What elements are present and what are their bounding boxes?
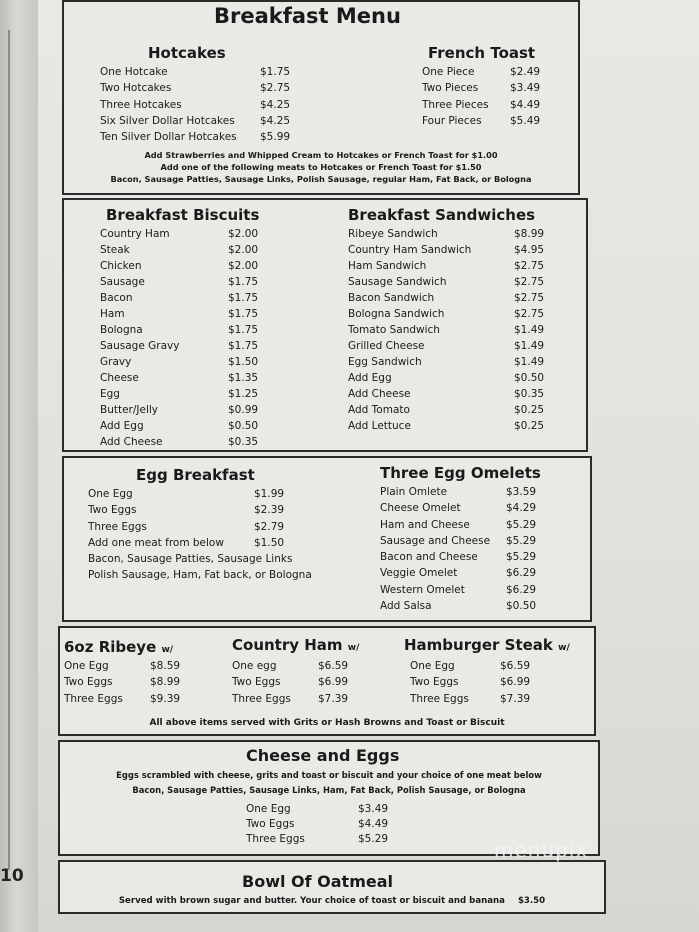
menu-item-name: Tomato Sandwich [348, 324, 440, 336]
menu-item-name: Three Eggs [232, 692, 291, 705]
menu-item-price: $1.75 [228, 276, 259, 288]
menu-item-price: $0.35 [228, 436, 259, 448]
menu-item-price: $5.49 [510, 114, 541, 127]
menu-item-row [100, 290, 270, 306]
ribeye-title: 6oz Ribeye [64, 638, 157, 656]
menu-item-price: $4.95 [514, 244, 545, 256]
menu-item-row [410, 674, 534, 690]
menu-item-price: $1.49 [514, 340, 545, 352]
menu-item-row [246, 817, 396, 832]
sandwiches-heading: Breakfast Sandwiches [348, 206, 536, 224]
menu-item-price: $2.75 [514, 292, 545, 304]
menu-item-price: $2.75 [514, 308, 545, 320]
menu-item-price: $1.49 [514, 324, 545, 336]
biscuits-heading: Breakfast Biscuits [106, 206, 260, 224]
menu-item-row [348, 386, 548, 402]
menu-item-price: $4.25 [260, 98, 291, 111]
egg-meats [88, 551, 312, 584]
menu-item-name: Steak [100, 244, 130, 256]
menu-item-price: $5.29 [506, 534, 537, 547]
menu-item-row [100, 274, 270, 290]
hotcakes-french-toast-box [62, 0, 580, 195]
ribeye-list [64, 658, 184, 707]
menu-item-name: Bologna Sandwich [348, 308, 445, 320]
menu-item-price: $0.99 [228, 404, 259, 416]
menu-item-name: Three Eggs [64, 692, 123, 705]
menu-item-price: $3.59 [506, 486, 537, 498]
menu-item-row [232, 691, 352, 707]
menu-item-row [64, 658, 184, 674]
menu-item-row [100, 434, 270, 450]
menu-item-row [88, 502, 308, 518]
oatmeal-heading: Bowl Of Oatmeal [242, 872, 394, 891]
menu-item-name: Add Salsa [380, 600, 432, 613]
menu-item-row [348, 226, 548, 242]
menu-item-name: Country Ham Sandwich [348, 244, 472, 256]
cheese-eggs-heading: Cheese and Eggs [246, 746, 400, 765]
menu-item-row [380, 565, 560, 581]
menu-item-row [422, 64, 552, 80]
menu-item-name: Bologna [100, 324, 143, 336]
menu-item-name: Gravy [100, 356, 132, 368]
menu-item-price: $0.50 [228, 420, 259, 432]
menu-item-price: $3.49 [510, 82, 541, 95]
menu-item-name: Two Eggs [232, 676, 281, 689]
menu-item-price: $2.00 [228, 228, 259, 240]
menu-item-name: Butter/Jelly [100, 404, 159, 416]
country-ham-heading [232, 636, 359, 654]
plates-note: All above items served with Grits or Hash Browns and Toast or Biscuit [149, 718, 505, 728]
menu-item-name: Chicken [100, 260, 142, 272]
menu-item-price: $1.75 [260, 66, 291, 78]
menu-item-row [100, 370, 270, 386]
egg-meats-line2: Polish Sausage, Ham, Fat back, or Bologna [88, 569, 312, 582]
menu-item-name: Plain Omlete [380, 486, 448, 498]
menu-item-price: $2.75 [260, 82, 291, 95]
egg-omelet-box [62, 456, 592, 622]
menu-item-row [100, 226, 270, 242]
menu-item-row [100, 97, 330, 113]
menu-item-name: Three Eggs [410, 692, 469, 705]
menu-item-name: One Egg [410, 660, 455, 672]
menu-item-row [88, 519, 308, 535]
cheese-eggs-desc2: Bacon, Sausage Patties, Sausage Links, Ham, Fat Back, Polish Sausage, or Bologna [132, 785, 526, 795]
menu-item-price: $0.25 [514, 404, 545, 416]
menu-item-name: Bacon Sandwich [348, 292, 435, 304]
menu-item-name: Sausage and Cheese [380, 534, 491, 547]
menu-item-row [232, 658, 352, 674]
menu-item-name: Ten Silver Dollar Hotcakes [100, 131, 237, 144]
hotcakes-heading: Hotcakes [148, 44, 226, 62]
menu-item-row [348, 242, 548, 258]
menu-item-price: $1.75 [228, 292, 259, 304]
menu-item-name: One Egg [88, 488, 133, 500]
menu-item-name: Egg Sandwich [348, 356, 422, 368]
menu-item-price: $2.39 [254, 504, 285, 517]
oatmeal-desc [60, 896, 604, 907]
menu-item-price: $1.99 [254, 488, 285, 500]
menu-item-name: Two Eggs [88, 504, 137, 517]
watermark-logo: menupix [494, 838, 589, 862]
menu-item-price: $2.00 [228, 260, 259, 272]
hamburger-steak-suffix: w/ [558, 643, 570, 653]
menu-item-price: $2.00 [228, 244, 259, 256]
menu-item-row [348, 290, 548, 306]
hamburger-steak-heading [404, 636, 570, 654]
french-toast-heading: French Toast [428, 44, 536, 62]
menu-item-price: $5.99 [260, 131, 291, 144]
menu-item-row [422, 97, 552, 113]
menu-item-price: $1.75 [228, 324, 259, 336]
menu-item-name: Grilled Cheese [348, 340, 425, 352]
menu-item-price: $5.29 [506, 518, 537, 531]
menu-item-row [100, 322, 270, 338]
menu-item-price: $1.35 [228, 372, 259, 384]
menu-item-row [100, 338, 270, 354]
menu-item-name: Two Eggs [410, 676, 459, 689]
left-page-rule [8, 30, 10, 870]
menu-item-price: $6.29 [506, 583, 537, 596]
ribeye-suffix: w/ [161, 645, 174, 655]
country-ham-suffix: w/ [347, 643, 360, 653]
menu-item-row [348, 306, 548, 322]
menu-item-name: Two Eggs [64, 676, 113, 689]
menu-item-name: Three Eggs [246, 833, 305, 845]
menu-item-price: $1.75 [228, 308, 259, 320]
menu-item-price: $5.29 [358, 833, 389, 845]
french-toast-list [422, 64, 552, 129]
hotcakes-list [100, 64, 330, 145]
menu-item-row [380, 549, 560, 565]
menu-item-name: Ham and Cheese [380, 518, 470, 531]
menu-item-price: $7.39 [318, 692, 349, 705]
top-note-1: Add Strawberries and Whipped Cream to Hotcakes or French Toast for $1.00 [144, 150, 498, 160]
menu-item-row [100, 354, 270, 370]
menu-item-name: Egg [100, 388, 120, 400]
menu-item-row [100, 386, 270, 402]
menu-item-name: Ham Sandwich [348, 260, 427, 272]
menu-item-row [246, 802, 396, 817]
plates-box [58, 626, 596, 736]
menu-item-name: Add Lettuce [348, 420, 411, 432]
menu-item-price: $3.49 [358, 803, 389, 815]
menu-item-name: One egg [232, 660, 277, 672]
menu-item-price: $6.99 [500, 676, 531, 689]
menu-item-name: Six Silver Dollar Hotcakes [100, 114, 235, 127]
menu-item-price: $4.49 [358, 818, 389, 830]
egg-breakfast-list [88, 486, 308, 551]
menu-item-row [380, 598, 560, 614]
menu-item-price: $4.29 [506, 502, 537, 515]
menu-item-name: One Egg [64, 660, 109, 672]
menu-item-name: Add Cheese [348, 388, 411, 400]
menu-item-price: $2.75 [514, 276, 545, 288]
menu-item-name: One Egg [246, 803, 291, 815]
ribeye-heading [64, 638, 173, 656]
biscuits-list [100, 226, 270, 450]
menu-item-price: $2.75 [514, 260, 545, 272]
menu-item-price: $8.99 [150, 676, 181, 689]
menu-item-row [380, 582, 560, 598]
menu-item-name: Two Hotcakes [100, 82, 172, 95]
menu-item-row [64, 691, 184, 707]
cheese-eggs-desc1: Eggs scrambled with cheese, grits and toast or biscuit and your choice of one meat below [116, 770, 542, 780]
menu-item-row [88, 535, 308, 551]
menu-item-name: Three Hotcakes [100, 98, 182, 111]
menu-item-name: Sausage [100, 276, 145, 288]
menu-item-price: $0.35 [514, 388, 545, 400]
menu-item-row [380, 484, 560, 500]
menu-item-price: $6.59 [500, 660, 531, 672]
omelets-list [380, 484, 560, 614]
menu-item-row [100, 80, 330, 96]
menu-item-row [348, 418, 548, 434]
top-note-2: Add one of the following meats to Hotcakes or French Toast for $1.50 [160, 162, 482, 172]
menu-item-name: Three Eggs [88, 520, 147, 533]
page-edge-mark: 10 [0, 866, 24, 886]
menu-item-name: Bacon [100, 292, 133, 304]
menu-item-price: $1.50 [228, 356, 259, 368]
menu-item-row [348, 322, 548, 338]
menu-item-row [348, 258, 548, 274]
menu-item-row [348, 370, 548, 386]
menu-item-price: $4.49 [510, 98, 541, 111]
menu-item-price: $6.59 [318, 660, 349, 672]
menu-item-row [100, 258, 270, 274]
menu-item-name: One Hotcake [100, 66, 168, 78]
menu-item-name: One Piece [422, 66, 475, 78]
top-note-3: Bacon, Sausage Patties, Sausage Links, Polish Sausage, regular Ham, Fat Back, or Bologna [110, 174, 532, 184]
oatmeal-price: $3.50 [517, 896, 546, 906]
menu-item-row [348, 402, 548, 418]
menu-item-row [100, 113, 330, 129]
menu-item-price: $6.29 [506, 567, 537, 580]
menu-item-name: Country Ham [100, 228, 170, 240]
menu-item-name: Add Egg [348, 372, 392, 384]
menu-item-name: Add one meat from below [88, 536, 224, 549]
sandwiches-list [348, 226, 548, 434]
menu-item-price: $0.25 [514, 420, 545, 432]
hamburger-steak-title: Hamburger Steak [404, 636, 553, 654]
menu-item-price: $8.99 [514, 228, 545, 240]
omelets-heading: Three Egg Omelets [380, 464, 541, 482]
menu-item-price: $0.50 [514, 372, 545, 384]
menu-item-row [100, 64, 330, 80]
menu-item-name: Three Pieces [422, 98, 489, 111]
oatmeal-desc-text: Served with brown sugar and butter. Your choice of toast or biscuit and banana [118, 896, 505, 906]
menu-item-row [88, 486, 308, 502]
menu-item-price: $8.59 [150, 660, 181, 672]
menu-item-row [100, 402, 270, 418]
menu-item-price: $9.39 [150, 692, 181, 705]
menu-item-name: Cheese [100, 372, 139, 384]
menu-item-row [422, 113, 552, 129]
menu-item-name: Cheese Omelet [380, 502, 461, 515]
menu-item-price: $7.39 [500, 692, 531, 705]
menu-item-row [232, 674, 352, 690]
menu-item-name: Veggie Omelet [380, 567, 458, 580]
menu-item-row [100, 242, 270, 258]
menu-item-name: Four Pieces [422, 114, 482, 127]
menu-item-name: Western Omelet [380, 583, 465, 596]
menu-item-name: Ham [100, 308, 125, 320]
cheese-eggs-list [246, 802, 396, 847]
menu-item-price: $1.25 [228, 388, 259, 400]
menu-item-name: Ribeye Sandwich [348, 228, 438, 240]
menu-item-row [348, 338, 548, 354]
hamburger-steak-list [410, 658, 534, 707]
menu-item-price: $1.50 [254, 536, 285, 549]
menu-item-row [100, 418, 270, 434]
menu-item-row [380, 517, 560, 533]
menu-item-row [100, 129, 330, 145]
menu-item-row [422, 80, 552, 96]
egg-meats-line1: Bacon, Sausage Patties, Sausage Links [88, 553, 293, 565]
country-ham-list [232, 658, 352, 707]
menu-item-price: $2.49 [510, 66, 541, 78]
country-ham-title: Country Ham [232, 636, 343, 654]
menu-item-name: Sausage Gravy [100, 340, 180, 352]
menu-item-price: $2.79 [254, 520, 285, 533]
egg-breakfast-heading: Egg Breakfast [136, 466, 255, 484]
menu-item-row [410, 658, 534, 674]
menu-item-row [348, 354, 548, 370]
menu-item-row [348, 274, 548, 290]
menu-item-price: $0.50 [506, 600, 537, 613]
menu-item-price: $6.99 [318, 676, 349, 689]
menu-item-name: Two Pieces [422, 82, 479, 95]
menu-item-price: $5.29 [506, 551, 537, 564]
menu-item-row [380, 533, 560, 549]
biscuits-sandwiches-box [62, 198, 588, 452]
menu-item-name: Add Cheese [100, 436, 163, 448]
left-page-edge [0, 0, 40, 932]
menu-item-price: $1.49 [514, 356, 545, 368]
menu-item-row [100, 306, 270, 322]
menu-item-name: Add Tomato [348, 404, 410, 416]
menu-item-name: Sausage Sandwich [348, 276, 447, 288]
menu-item-row [380, 500, 560, 516]
menu-item-name: Two Eggs [246, 818, 295, 830]
menu-item-name: Bacon and Cheese [380, 551, 478, 564]
oatmeal-box [58, 860, 606, 914]
menu-item-price: $1.75 [228, 340, 259, 352]
menu-item-row [64, 674, 184, 690]
menu-item-row [246, 832, 396, 847]
page-title: Breakfast Menu [214, 4, 401, 28]
menu-item-price: $4.25 [260, 114, 291, 127]
menu-item-name: Add Egg [100, 420, 144, 432]
menu-item-row [410, 691, 534, 707]
